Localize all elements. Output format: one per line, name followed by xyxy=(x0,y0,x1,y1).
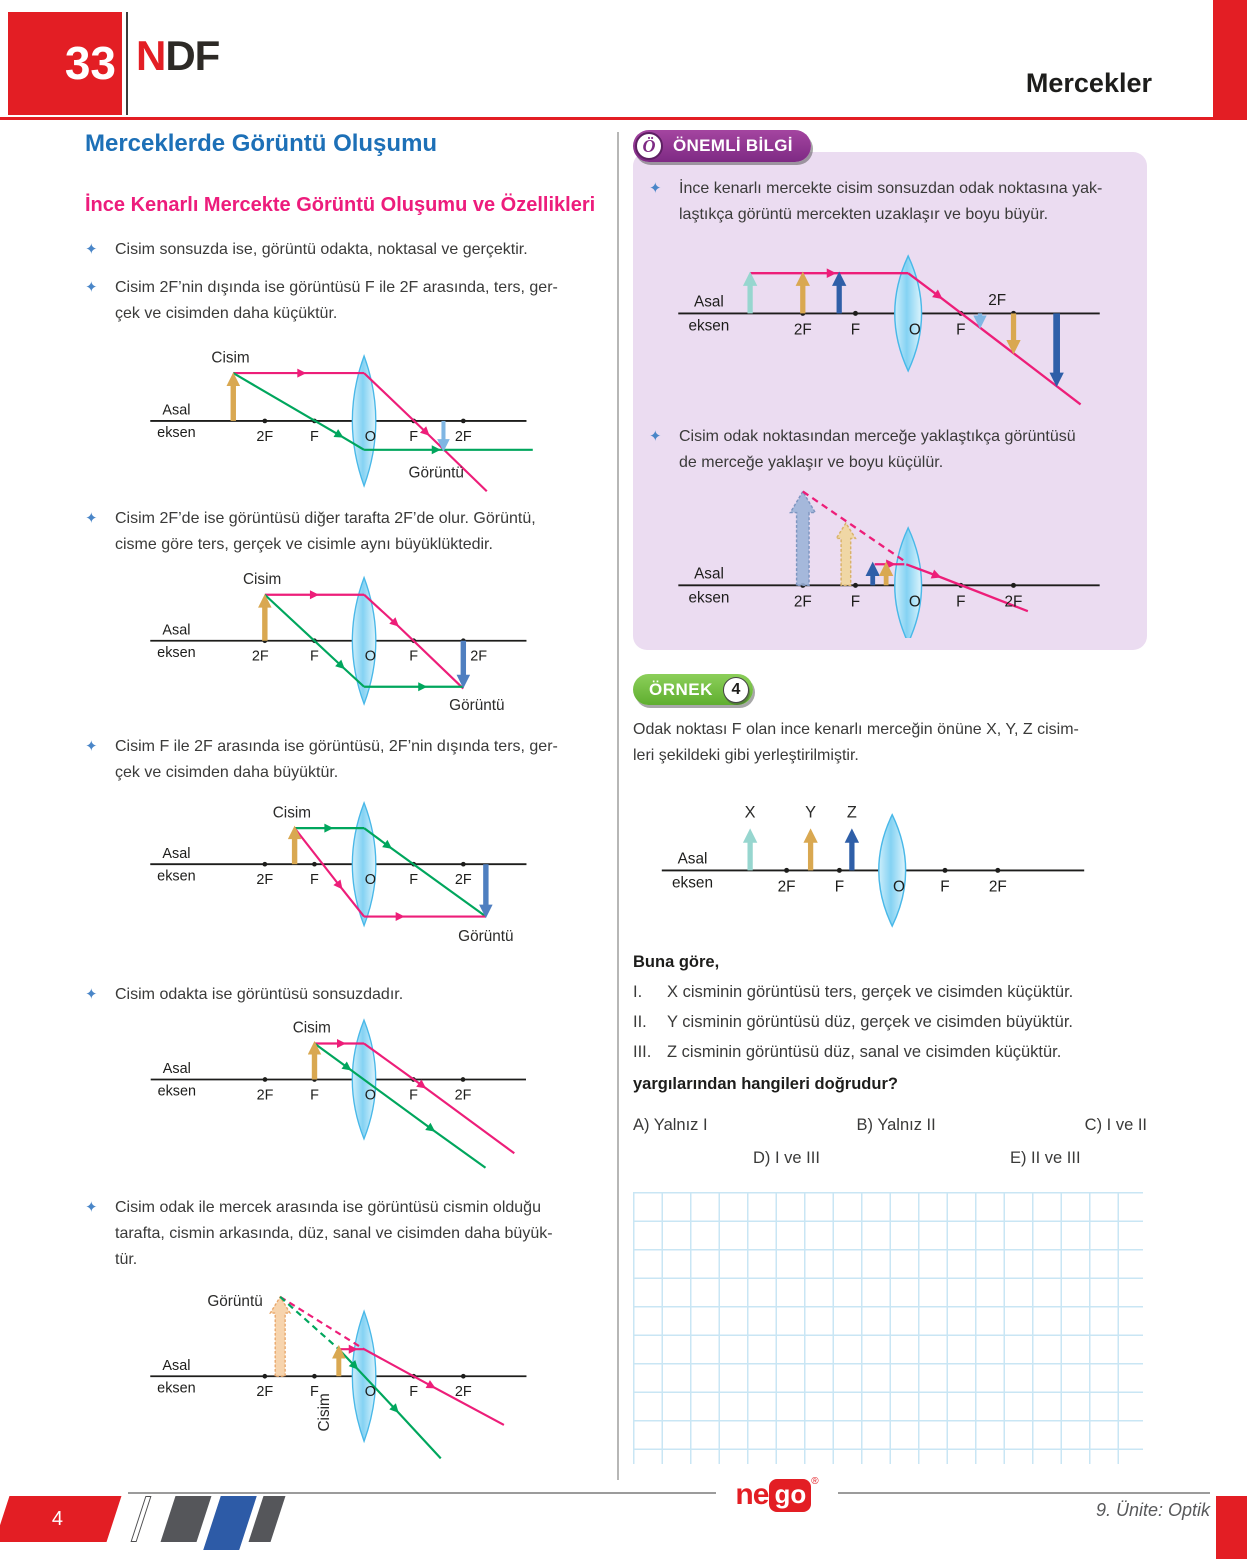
bullet-line: çek ve cisimden daha büyüktür. xyxy=(115,764,339,781)
statement-text: Z cisminin görüntüsü düz, sanal ve cisimden küçüktür. xyxy=(667,1043,1062,1061)
mark-o: O xyxy=(908,593,921,611)
rays xyxy=(233,373,533,491)
example-badge xyxy=(633,674,753,705)
image-label: Görüntü xyxy=(458,927,514,945)
right-column xyxy=(633,130,1147,1464)
logo-ne: ne xyxy=(735,1478,769,1511)
mark-2f: 2F xyxy=(793,593,812,611)
bullet-line: İnce kenarlı mercekte cisim sonsuzdan odak noktasına yak- xyxy=(679,180,1103,197)
mark-o: O xyxy=(364,872,377,889)
header-corner-block xyxy=(1213,0,1247,120)
star-bullet-icon: ✦ xyxy=(85,1199,98,1216)
mark-f: F xyxy=(310,1087,319,1104)
mark-2f: 2F xyxy=(251,648,269,665)
object-arrows xyxy=(750,280,839,314)
axis-label: Asal xyxy=(162,402,191,419)
object-label: Cisim xyxy=(292,1019,331,1037)
statement-item xyxy=(633,983,1147,1002)
example-intro xyxy=(633,717,1147,769)
mark-f: F xyxy=(956,321,966,339)
principal-axis xyxy=(150,638,526,643)
virtual-image-arrow-medium xyxy=(836,523,855,585)
axis-label: eksen xyxy=(157,868,196,885)
mark-o: O xyxy=(364,648,377,665)
bullet-item xyxy=(85,275,600,327)
info-diagram-image-shrinks xyxy=(649,480,1129,638)
bullet-line: Cisim odakta ise görüntüsü sonsuzdadır. xyxy=(115,986,404,1003)
statement-text: Y cisminin görüntüsü düz, gerçek ve cisimden büyüktür. xyxy=(667,1013,1073,1031)
lens-diagram-object-at-f xyxy=(125,1012,540,1183)
lens-diagram-object-between-f-2f xyxy=(125,792,540,968)
principal-axis xyxy=(678,311,1099,316)
bullet-line: Cisim 2F’nin dışında ise görüntüsü F ile 2F arasında, ters, ger- xyxy=(115,279,558,296)
image-arrows xyxy=(980,313,1057,378)
footer-corner-block xyxy=(1216,1496,1247,1559)
bullet-line: laştıkça görüntü mercekten uzaklaşır ve boyu büyür. xyxy=(679,206,1049,223)
mark-o: O xyxy=(364,1087,376,1104)
info-diagram-image-moves-away xyxy=(649,232,1129,414)
statement-number: I. xyxy=(633,983,643,1001)
lesson-number: 33 xyxy=(64,37,116,89)
convex-lens xyxy=(895,528,922,638)
publisher-logo xyxy=(716,1472,838,1518)
axis-label: Asal xyxy=(162,1061,191,1078)
column-divider xyxy=(617,132,619,1480)
object-label: Cisim xyxy=(211,349,250,367)
object-x-label: X xyxy=(744,803,756,822)
mark-f: F xyxy=(940,878,950,896)
subsection-title: İnce Kenarlı Mercekte Görüntü Oluşumu ve Özellikleri xyxy=(85,194,596,216)
option-d: D) I ve III xyxy=(753,1149,820,1167)
example-lead: Buna göre, xyxy=(633,953,720,971)
statement-item xyxy=(633,1013,1147,1032)
lesson-number-box xyxy=(8,12,122,115)
object-label: Cisim xyxy=(272,804,312,822)
virtual-image-arrow xyxy=(270,1297,290,1376)
mark-f: F xyxy=(409,648,419,665)
object-arrows xyxy=(873,570,886,585)
example-number: 4 xyxy=(723,677,749,703)
header-divider xyxy=(126,12,128,115)
bullet-line: cisme göre ters, gerçek ve cisimle aynı büyüklüktedir. xyxy=(115,536,493,553)
bullet-item xyxy=(85,982,600,1008)
intro-line: leri şekildeki gibi yerleştirilmiştir. xyxy=(633,747,859,764)
virtual-image-arrow-large xyxy=(790,491,815,585)
object-z-label: Z xyxy=(846,803,857,822)
rays xyxy=(315,1044,515,1168)
question-text: yargılarından hangileri doğrudur? xyxy=(633,1075,898,1093)
axis-label: Asal xyxy=(162,1357,191,1374)
registered-mark: ® xyxy=(811,1476,819,1487)
page-number-flag xyxy=(0,1496,121,1542)
mark-f: F xyxy=(310,428,319,445)
mark-2f: 2F xyxy=(988,291,1007,309)
axis-label: Asal xyxy=(677,850,708,868)
mark-f: F xyxy=(310,648,319,665)
principal-axis xyxy=(150,862,526,867)
option-a: A) Yalnız I xyxy=(633,1116,708,1134)
important-info-badge xyxy=(633,130,811,162)
mark-2f: 2F xyxy=(988,878,1007,896)
header-rule xyxy=(0,117,1213,120)
axis-label: eksen xyxy=(157,644,196,661)
statement-number: II. xyxy=(633,1013,647,1031)
footer-rule-right xyxy=(838,1492,1210,1494)
axis-label: eksen xyxy=(157,1380,196,1397)
mark-2f: 2F xyxy=(256,1087,274,1104)
mark-f: F xyxy=(850,321,861,339)
chapter-title: Mercekler xyxy=(1025,68,1152,98)
bullet-line: tür. xyxy=(115,1251,138,1268)
star-bullet-icon: ✦ xyxy=(85,738,98,755)
axis-label: eksen xyxy=(157,425,196,442)
logo-go: go xyxy=(769,1479,811,1512)
mark-2f: 2F xyxy=(454,428,472,445)
lesson-code xyxy=(136,32,219,80)
mark-f: F xyxy=(310,1384,319,1401)
option-e: E) II ve III xyxy=(1009,1149,1081,1167)
info-badge-label: ÖNEMLİ BİLGİ xyxy=(673,136,793,155)
mark-f: F xyxy=(310,872,319,889)
principal-axis xyxy=(151,1077,526,1082)
bullet-item xyxy=(649,176,1131,228)
bullet-line: Cisim F ile 2F arasında ise görüntüsü, 2F’nin dışında ters, ger- xyxy=(115,738,558,755)
mark-2f: 2F xyxy=(470,648,488,665)
left-column xyxy=(85,130,600,1471)
star-bullet-icon: ✦ xyxy=(649,180,662,197)
bullet-line: tarafta, cismin arkasında, düz, sanal ve cisimden daha büyük- xyxy=(115,1225,553,1242)
image-label: Görüntü xyxy=(408,464,464,482)
mark-f: F xyxy=(850,593,861,611)
mark-f: F xyxy=(409,872,419,889)
object-y-label: Y xyxy=(805,803,817,822)
footer-stripe xyxy=(161,1496,212,1542)
bullet-line: de merceğe yaklaşır ve boyu küçülür. xyxy=(679,454,944,471)
statement-text: X cisminin görüntüsü ters, gerçek ve cisimden küçüktür. xyxy=(667,983,1074,1001)
bullet-item xyxy=(85,1195,600,1273)
star-bullet-icon: ✦ xyxy=(85,986,98,1003)
option-c: C) I ve II xyxy=(1084,1116,1147,1134)
bullet-item xyxy=(85,734,600,786)
example-badge-label: ÖRNEK xyxy=(649,679,713,699)
options-row-1 xyxy=(633,1116,1147,1135)
axis-label: eksen xyxy=(672,874,714,892)
mark-o: O xyxy=(892,878,905,896)
object-label: Cisim xyxy=(242,570,282,588)
lens-diagram-object-at-2f xyxy=(125,564,540,722)
option-b: B) Yalnız II xyxy=(856,1116,936,1134)
statement-number: III. xyxy=(633,1043,652,1061)
bullet-item xyxy=(85,237,600,263)
principal-axis xyxy=(150,419,526,424)
mark-2f: 2F xyxy=(256,428,274,445)
footer-stripe xyxy=(131,1496,152,1542)
image-label: Görüntü xyxy=(207,1292,263,1310)
bullet-line: Cisim sonsuzda ise, görüntü odakta, noktasal ve gerçektir. xyxy=(115,241,528,258)
mark-2f: 2F xyxy=(256,872,274,889)
info-badge-icon: Ö xyxy=(635,132,663,160)
mark-2f: 2F xyxy=(777,878,796,896)
axis-label: Asal xyxy=(694,565,724,583)
mark-2f: 2F xyxy=(454,872,472,889)
example-diagram-xyz xyxy=(633,779,1113,933)
options-row-2 xyxy=(633,1149,1147,1168)
axis-label: Asal xyxy=(694,293,724,311)
mark-f: F xyxy=(956,593,966,611)
convex-lens xyxy=(352,356,375,486)
axis-label: eksen xyxy=(688,589,730,607)
axis-label: Asal xyxy=(162,622,191,639)
lens-diagram-object-beyond-2f xyxy=(125,335,540,496)
bullet-line: çek ve cisimden daha küçüktür. xyxy=(115,305,338,322)
star-bullet-icon: ✦ xyxy=(85,279,98,296)
mark-2f: 2F xyxy=(1004,593,1023,611)
axis-label: eksen xyxy=(688,317,730,335)
bullet-line: Cisim 2F’de ise görüntüsü diğer tarafta 2F’de olur. Görüntü, xyxy=(115,510,536,527)
page-number: 4 xyxy=(52,1507,64,1530)
star-bullet-icon: ✦ xyxy=(85,241,98,258)
principal-axis xyxy=(678,583,1099,588)
mark-f: F xyxy=(834,878,845,896)
mark-f: F xyxy=(409,428,419,445)
unit-label: 9. Ünite: Optik xyxy=(1095,1500,1210,1520)
axis-label: Asal xyxy=(162,845,191,862)
convex-lens xyxy=(352,578,375,704)
important-info-box xyxy=(633,152,1147,650)
footer-rule-left xyxy=(128,1492,716,1494)
bullet-item xyxy=(649,424,1131,476)
statement-item xyxy=(633,1043,1147,1062)
mark-o: O xyxy=(364,1384,377,1401)
mark-f: F xyxy=(409,1087,418,1104)
mark-2f: 2F xyxy=(454,1087,472,1104)
axis-label: eksen xyxy=(157,1083,197,1100)
lesson-code-rest: DF xyxy=(165,32,220,79)
section-title: Merceklerde Görüntü Oluşumu xyxy=(85,130,438,157)
bullet-line: Cisim odak ile mercek arasında ise görüntüsü cismin olduğu xyxy=(115,1199,541,1216)
intro-line: Odak noktası F olan ince kenarlı merceğin önüne X, Y, Z cisim- xyxy=(633,721,1079,738)
answer-grid-paper xyxy=(633,1192,1143,1464)
bullet-item xyxy=(85,506,600,558)
star-bullet-icon: ✦ xyxy=(85,510,98,527)
object-arrows xyxy=(750,837,852,871)
principal-axis xyxy=(662,868,1084,873)
mark-2f: 2F xyxy=(454,1384,472,1401)
mark-f: F xyxy=(409,1384,419,1401)
star-bullet-icon: ✦ xyxy=(649,428,662,445)
mark-2f: 2F xyxy=(256,1384,274,1401)
mark-o: O xyxy=(364,428,377,445)
image-label: Görüntü xyxy=(449,697,505,715)
convex-lens xyxy=(879,815,906,926)
mark-o: O xyxy=(908,321,921,339)
bullet-line: Cisim odak noktasından merceğe yaklaştıkça görüntüsü xyxy=(679,428,1076,445)
lesson-code-red: N xyxy=(136,32,166,79)
lens-diagram-virtual-image xyxy=(125,1277,540,1471)
object-label-vertical: Cisim xyxy=(315,1393,333,1432)
mark-2f: 2F xyxy=(793,321,812,339)
